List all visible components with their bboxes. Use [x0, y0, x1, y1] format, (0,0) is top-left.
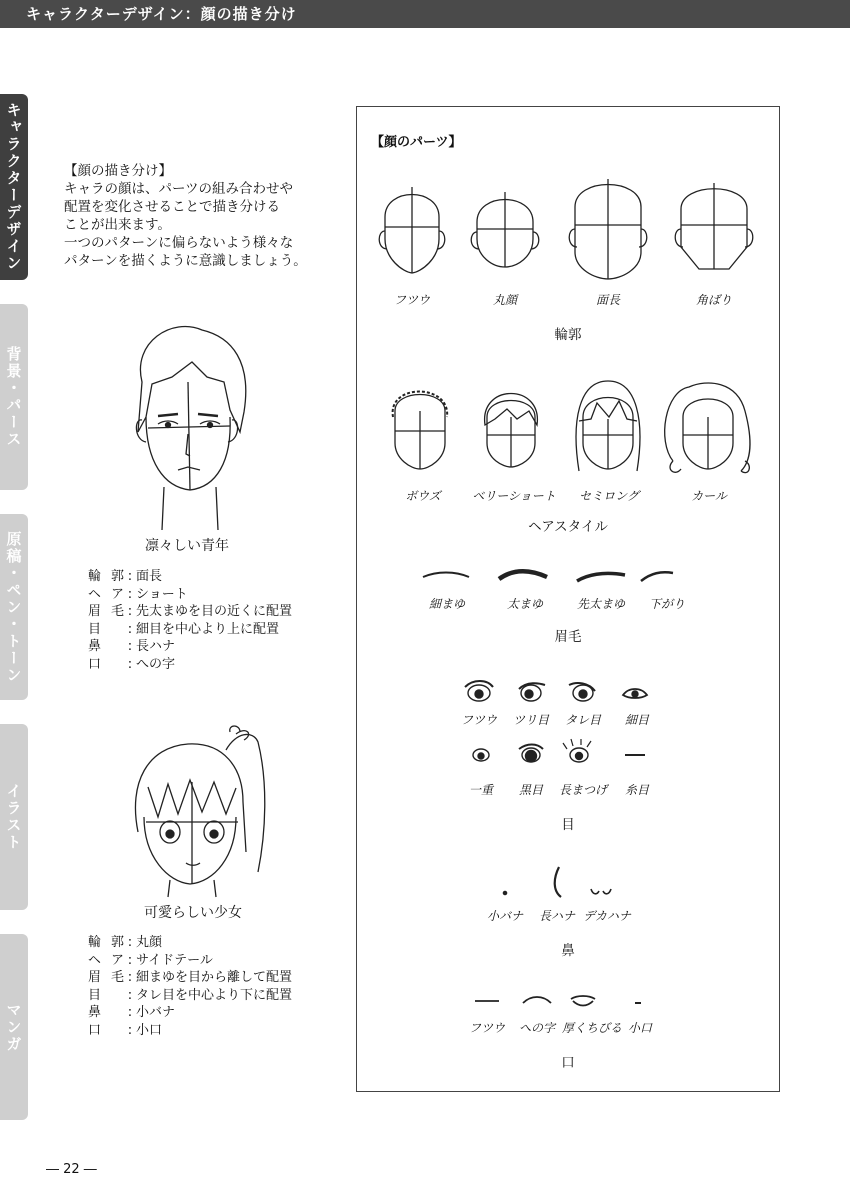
- mouth-label-small: 小口: [627, 1021, 652, 1035]
- brow-label-thin: 細まゆ: [428, 597, 465, 611]
- spec-key: 鼻: [88, 1005, 102, 1020]
- brow-thick: [499, 571, 547, 579]
- brow-drawings: [357, 569, 781, 589]
- page-number: ― 22 ―: [46, 1162, 97, 1177]
- hair-drawings: [357, 381, 781, 481]
- outline-normal: [379, 187, 445, 273]
- example-caption-young-man: 凛々しい青年: [145, 538, 229, 554]
- section-label-outline: 輪郭: [554, 327, 582, 343]
- side-tab-manga[interactable]: [0, 934, 28, 1120]
- hair-label-semi-long: セミロング: [579, 489, 639, 503]
- eye-drawings: [357, 679, 781, 779]
- spec-key: 輪郭: [88, 569, 124, 584]
- panel-title: 【顔のパーツ】: [371, 135, 462, 150]
- spec-value: 先太まゆを目の近くに配置: [136, 604, 293, 619]
- hair-label-buzz: ボウズ: [405, 489, 441, 503]
- section-label-mouth: 口: [561, 1055, 575, 1071]
- brow-down: [641, 572, 673, 581]
- spec-list-young-girl: [88, 934, 292, 1039]
- spec-key: 輪郭: [88, 935, 124, 950]
- side-tab-label: 背景・パース: [4, 346, 23, 448]
- hair-label-very-short: ベリーショート: [472, 489, 556, 503]
- side-tab-character-design[interactable]: [0, 94, 28, 280]
- spec-key: 目: [88, 987, 102, 1003]
- mouth-thick-lips: [571, 996, 595, 1006]
- brow-label-thick: 太まゆ: [506, 597, 543, 611]
- outline-label-square: 角ばり: [695, 293, 732, 307]
- spec-row: ヘア : ショート: [88, 586, 188, 602]
- side-tab-label: 原稿・ペン・トーン: [4, 530, 23, 684]
- outline-label-round: 丸顔: [492, 293, 517, 307]
- spec-key: 眉毛: [88, 604, 124, 619]
- spec-value: サイドテール: [136, 952, 213, 968]
- mouth-label-frown: への字: [518, 1021, 555, 1035]
- spec-row: 眉毛 : 先太まゆを目の近くに配置: [88, 604, 293, 619]
- spec-value: 小バナ: [136, 1005, 176, 1020]
- nose-drawings: [357, 863, 781, 903]
- mouth-label-normal: フツウ: [468, 1021, 505, 1035]
- spec-value: 小口: [136, 1022, 163, 1038]
- eye-dark-pupil: [519, 745, 543, 763]
- spec-key: 眉毛: [88, 970, 124, 985]
- eye-label-dark-pupil: 黒目: [518, 783, 543, 797]
- spec-list-young-man: [88, 568, 292, 673]
- spec-row: ヘア : サイドテール: [88, 952, 213, 968]
- face-parts-panel: [356, 106, 780, 1092]
- outline-label-normal: フツウ: [393, 293, 430, 307]
- spec-value: タレ目を中心より下に配置: [136, 987, 293, 1003]
- brow-label-down: 下がり: [648, 597, 685, 611]
- nose-label-small: 小バナ: [486, 909, 523, 923]
- side-tab-label: マンガ: [4, 1001, 23, 1053]
- eye-upturned: [519, 683, 545, 701]
- eye-long-lashes: [563, 739, 591, 762]
- brow-thin: [423, 573, 469, 578]
- spec-row: 口 : への字: [88, 656, 176, 672]
- spec-row: 鼻 : 小バナ: [88, 1005, 176, 1020]
- intro-text: 【顔の描き分け】 キャラの顔は、パーツの組み合わせや 配置を変化させることで描き分ける ことが出来ます。 一つのパターンに偏らないよう様々な パターンを描くように意識しましょう。: [64, 163, 307, 269]
- eye-label-single-lid: 一重: [468, 783, 493, 797]
- spec-row: 目 : 細目を中心より上に配置: [88, 621, 280, 637]
- hair-buzz: [393, 392, 448, 470]
- spec-row: 鼻 : 長ハナ: [88, 639, 176, 654]
- eye-label-upturned: ツリ目: [512, 713, 549, 727]
- spec-key: 目: [88, 621, 102, 637]
- hair-curl: [665, 383, 750, 473]
- header-bar: [0, 0, 850, 28]
- spec-key: 口: [88, 656, 102, 672]
- header-title: キャラクターデザイン：顔の描き分け: [26, 5, 297, 23]
- spec-value: ショート: [136, 586, 188, 602]
- hair-very-short: [485, 394, 538, 468]
- example-caption-young-girl: 可愛らしい少女: [144, 905, 242, 921]
- eye-label-slit: 糸目: [624, 783, 649, 797]
- eye-single-lid: [473, 749, 489, 761]
- side-tab-manuscript[interactable]: [0, 514, 28, 700]
- nose-label-big: デカハナ: [583, 909, 631, 923]
- mouth-drawings: [357, 991, 781, 1011]
- outline-round: [471, 192, 539, 267]
- spec-key: ヘア: [88, 952, 124, 968]
- spec-row: 口 : 小口: [88, 1022, 163, 1038]
- eye-narrow: [623, 689, 647, 698]
- side-tab-label: キャラクターデザイン: [4, 102, 23, 272]
- mouth-frown: [523, 997, 551, 1003]
- brow-label-tapered: 先太まゆ: [576, 597, 625, 611]
- hair-label-curl: カール: [691, 489, 727, 503]
- outline-drawings: [357, 177, 781, 287]
- spec-value: への字: [136, 656, 176, 672]
- brow-tapered: [577, 573, 625, 581]
- eye-label-droopy: タレ目: [564, 713, 601, 727]
- spec-row: 輪郭 : 丸顔: [88, 935, 163, 950]
- eye-label-long-lashes: 長まつげ: [558, 783, 607, 797]
- spec-key: 鼻: [88, 639, 102, 654]
- nose-small: [504, 892, 507, 895]
- nose-long: [555, 867, 561, 897]
- spec-row: 眉毛 : 細まゆを目から離して配置: [88, 970, 293, 985]
- spec-value: 細まゆを目から離して配置: [136, 970, 293, 985]
- outline-long: [569, 179, 647, 279]
- nose-big: [591, 889, 611, 894]
- eye-droopy: [569, 683, 595, 701]
- eye-normal: [465, 681, 493, 701]
- section-label-nose: 鼻: [561, 943, 575, 959]
- outline-label-long: 面長: [595, 293, 620, 307]
- eye-label-normal: フツウ: [460, 713, 497, 727]
- side-tab-background[interactable]: [0, 304, 28, 490]
- spec-key: ヘア: [88, 586, 124, 602]
- spec-value: 細目を中心より上に配置: [136, 621, 280, 637]
- spec-row: 輪郭 : 面長: [88, 569, 163, 584]
- outline-square: [675, 183, 753, 269]
- mouth-label-thick-lips: 厚くちびる: [561, 1021, 622, 1035]
- young-girl-illustration: [118, 722, 268, 897]
- side-tab-illustration[interactable]: [0, 724, 28, 910]
- hair-semi-long: [576, 381, 640, 471]
- section-label-eyes: 目: [561, 817, 575, 833]
- section-label-brows: 眉毛: [554, 629, 582, 645]
- spec-row: 目 : タレ目を中心より下に配置: [88, 987, 293, 1003]
- eye-label-narrow: 細目: [624, 713, 649, 727]
- spec-value: 面長: [136, 569, 163, 584]
- spec-key: 口: [88, 1022, 102, 1038]
- side-tab-label: イラスト: [4, 783, 23, 851]
- spec-value: 長ハナ: [136, 639, 176, 654]
- spec-value: 丸顔: [136, 935, 163, 950]
- section-label-hair: ヘアスタイル: [528, 519, 608, 535]
- nose-label-long: 長ハナ: [538, 909, 575, 923]
- young-man-illustration: [112, 322, 262, 530]
